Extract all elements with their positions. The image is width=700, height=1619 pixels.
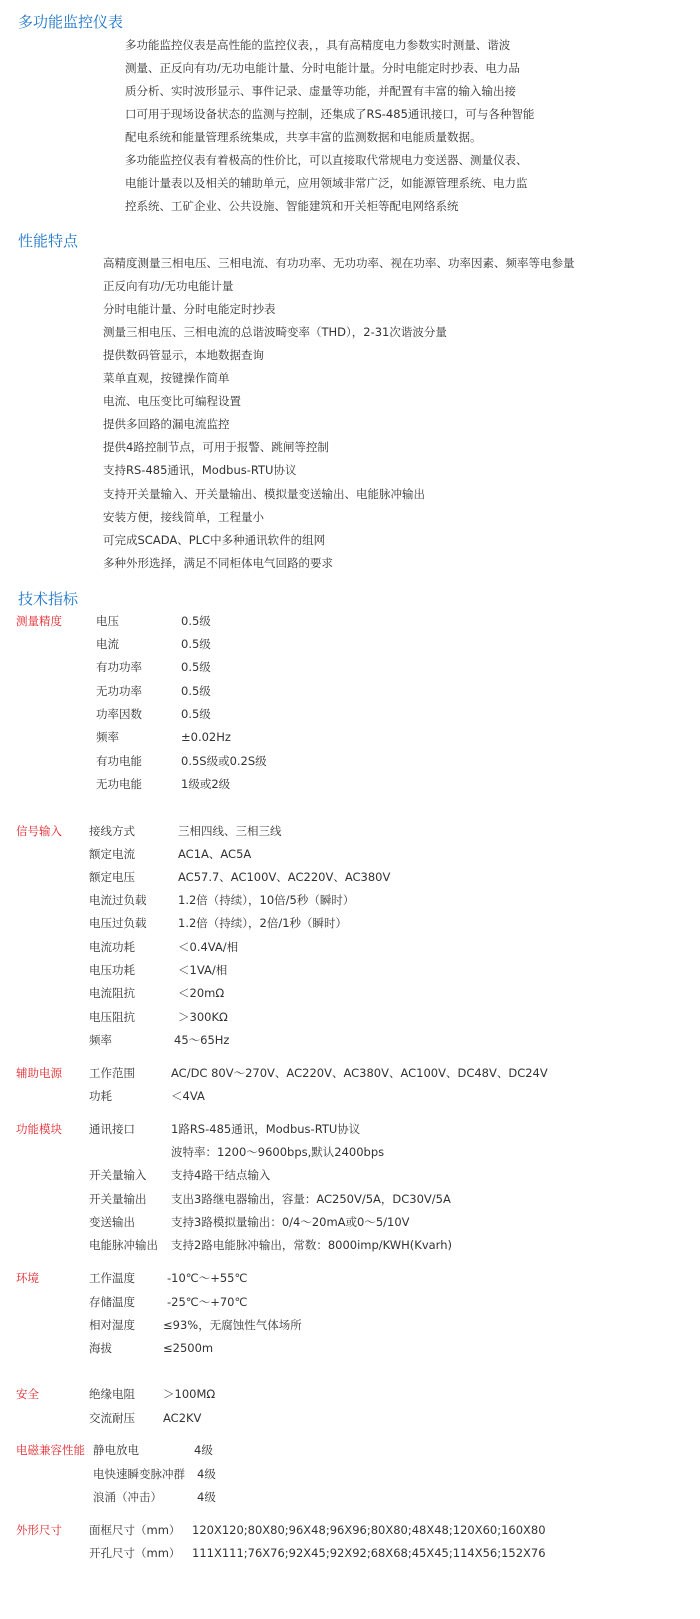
spec-value: ＜0.4VA/相 <box>178 940 239 954</box>
spec-value: ＜4VA <box>171 1089 205 1103</box>
intro-line: 配电系统和能量管理系统集成，共享丰富的监测数据和电能质量数据。 <box>125 130 482 144</box>
spec-key: 电能脉冲输出 <box>89 1238 158 1252</box>
spec-value: 0.5级 <box>181 637 211 651</box>
spec-key: 面框尺寸（mm） <box>89 1523 181 1537</box>
spec-key: 接线方式 <box>89 824 135 838</box>
features-title: 性能特点 <box>18 232 79 250</box>
spec-key: 开孔尺寸（mm） <box>89 1546 181 1560</box>
intro-line: 多功能监控仪表有着极高的性价比，可以直接取代常规电力变送器、测量仪表、 <box>125 153 528 167</box>
spec-value: 支持2路电能脉冲输出，常数：8000imp/KWH(Kvarh) <box>171 1238 452 1252</box>
intro-title: 多功能监控仪表 <box>18 13 124 31</box>
spec-key: 电压过负载 <box>89 916 147 930</box>
feature-item: 高精度测量三相电压、三相电流、有功功率、无功功率、视在功率、功率因素、频率等电参量 <box>103 256 575 270</box>
spec-key: 浪涌（冲击） <box>93 1490 162 1504</box>
spec-value: AC1A、AC5A <box>178 847 252 861</box>
spec-key: 绝缘电阻 <box>89 1387 135 1401</box>
spec-key: 相对湿度 <box>89 1318 135 1332</box>
feature-item: 支持开关量输入、开关量输出、模拟量变送输出、电能脉冲输出 <box>103 487 425 501</box>
spec-value: 波特率：1200～9600bps,默认2400bps <box>171 1145 385 1159</box>
spec-value: 120X120;80X80;96X48;96X96;80X80;48X48;120X60;160X80 <box>192 1523 546 1537</box>
spec-value: -10℃～+55℃ <box>167 1271 248 1285</box>
spec-key: 变送输出 <box>89 1215 135 1229</box>
spec-value: ≤93%，无腐蚀性气体场所 <box>163 1318 302 1332</box>
spec-value: 0.5级 <box>181 614 211 628</box>
spec-key: 无功功率 <box>96 684 142 698</box>
spec-key: 电压阻抗 <box>89 1010 135 1024</box>
spec-value: 1级或2级 <box>181 777 231 791</box>
spec-key: 功耗 <box>89 1089 112 1103</box>
spec-key: 有功电能 <box>96 754 142 768</box>
intro-line: 口可用于现场设备状态的监测与控制，还集成了RS-485通讯接口，可与各种智能 <box>125 107 535 121</box>
spec-value: ＞300KΩ <box>178 1010 228 1024</box>
spec-key: 无功电能 <box>96 777 142 791</box>
feature-item: 安装方便，接线简单，工程量小 <box>103 510 264 524</box>
spec-key: 存储温度 <box>89 1295 135 1309</box>
spec-key: 开关量输出 <box>89 1192 147 1206</box>
spec-value: ＜20mΩ <box>178 986 225 1000</box>
spec-category: 测量精度 <box>16 614 62 628</box>
spec-key: 电流阻抗 <box>89 986 135 1000</box>
spec-key: 开关量输入 <box>89 1168 147 1182</box>
spec-key: 频率 <box>96 730 119 744</box>
feature-item: 测量三相电压、三相电流的总谐波畸变率（THD），2-31次谐波分量 <box>103 325 447 339</box>
spec-category: 功能模块 <box>16 1122 62 1136</box>
feature-item: 分时电能计量、分时电能定时抄表 <box>103 302 276 316</box>
spec-value: 4级 <box>197 1467 216 1481</box>
intro-line: 电能计量表以及相关的辅助单元，应用领域非常广泛，如能源管理系统、电力监 <box>125 176 528 190</box>
spec-key: 静电放电 <box>93 1443 139 1457</box>
spec-key: 电流 <box>96 637 119 651</box>
spec-category: 电磁兼容性能 <box>16 1443 85 1457</box>
intro-line: 多功能监控仪表是高性能的监控仪表，，具有高精度电力参数实时测量、谐波 <box>125 38 511 52</box>
spec-value: 111X111;76X76;92X45;92X92;68X68;45X45;114X56;152X76 <box>192 1546 546 1560</box>
feature-item: 可完成SCADA、PLC中多种通讯软件的组网 <box>103 533 326 547</box>
spec-value: AC57.7、AC100V、AC220V、AC380V <box>178 870 391 884</box>
spec-value: AC2KV <box>163 1411 202 1425</box>
spec-value: ≤2500m <box>163 1341 214 1355</box>
feature-item: 电流、电压变比可编程设置 <box>103 394 241 408</box>
spec-key: 工作范围 <box>89 1066 135 1080</box>
specs-title: 技术指标 <box>18 590 79 608</box>
spec-key: 频率 <box>89 1033 112 1047</box>
spec-key: 电压功耗 <box>89 963 135 977</box>
intro-line: 测量、正反向有功/无功电能计量、分时电能计量。分时电能定时抄表、电力品 <box>125 61 520 75</box>
spec-value: 0.5S级或0.2S级 <box>181 754 267 768</box>
feature-item: 多种外形选择，满足不同柜体电气回路的要求 <box>103 556 333 570</box>
spec-key: 有功功率 <box>96 660 142 674</box>
spec-key: 电压 <box>96 614 119 628</box>
feature-item: 正反向有功/无功电能计量 <box>103 279 234 293</box>
spec-key: 电流功耗 <box>89 940 135 954</box>
spec-key: 通讯接口 <box>89 1122 135 1136</box>
feature-item: 提供数码管显示，本地数据查询 <box>103 348 264 362</box>
spec-value: 支持3路模拟量输出：0/4～20mA或0～5/10V <box>171 1215 410 1229</box>
spec-value: ＜1VA/相 <box>178 963 228 977</box>
spec-key: 额定电压 <box>89 870 135 884</box>
spec-key: 交流耐压 <box>89 1411 135 1425</box>
spec-value: ＞100MΩ <box>163 1387 216 1401</box>
spec-category: 外形尺寸 <box>16 1523 62 1537</box>
spec-value: 0.5级 <box>181 707 211 721</box>
spec-value: 支持4路干结点输入 <box>171 1168 271 1182</box>
feature-item: 提供多回路的漏电流监控 <box>103 417 230 431</box>
spec-value: 0.5级 <box>181 684 211 698</box>
spec-key: 工作温度 <box>89 1271 135 1285</box>
spec-value: 4级 <box>194 1443 213 1457</box>
spec-value: 支出3路继电器输出，容量：AC250V/5A，DC30V/5A <box>171 1192 451 1206</box>
spec-value: 4级 <box>197 1490 216 1504</box>
spec-category: 辅助电源 <box>16 1066 62 1080</box>
intro-line: 质分析、实时波形显示、事件记录、虚量等功能，并配置有丰富的输入输出接 <box>125 84 516 98</box>
spec-category: 环境 <box>16 1271 39 1285</box>
feature-item: 支持RS-485通讯，Modbus-RTU协议 <box>103 463 297 477</box>
spec-key: 功率因数 <box>96 707 142 721</box>
spec-key: 电流过负载 <box>89 893 147 907</box>
spec-category: 信号输入 <box>16 824 62 838</box>
spec-value: ±0.02Hz <box>181 730 231 744</box>
spec-value: 三相四线、三相三线 <box>178 824 282 838</box>
feature-item: 提供4路控制节点，可用于报警、跳闸等控制 <box>103 440 329 454</box>
intro-line: 控系统、工矿企业、公共设施、智能建筑和开关柜等配电网络系统 <box>125 199 459 213</box>
spec-key: 海拔 <box>89 1341 112 1355</box>
spec-value: 1.2倍（持续），2倍/1秒（瞬时） <box>178 916 348 930</box>
spec-value: 1路RS-485通讯，Modbus-RTU协议 <box>171 1122 361 1136</box>
spec-key: 额定电流 <box>89 847 135 861</box>
spec-value: 0.5级 <box>181 660 211 674</box>
spec-value: 1.2倍（持续），10倍/5秒（瞬时） <box>178 893 355 907</box>
feature-item: 菜单直观，按键操作简单 <box>103 371 230 385</box>
spec-value: AC/DC 80V～270V、AC220V、AC380V、AC100V、DC48V、DC24V <box>171 1066 548 1080</box>
spec-category: 安全 <box>16 1387 39 1401</box>
spec-key: 电快速瞬变脉冲群 <box>93 1467 185 1481</box>
spec-value: 45～65Hz <box>174 1033 230 1047</box>
spec-value: -25℃～+70℃ <box>167 1295 248 1309</box>
